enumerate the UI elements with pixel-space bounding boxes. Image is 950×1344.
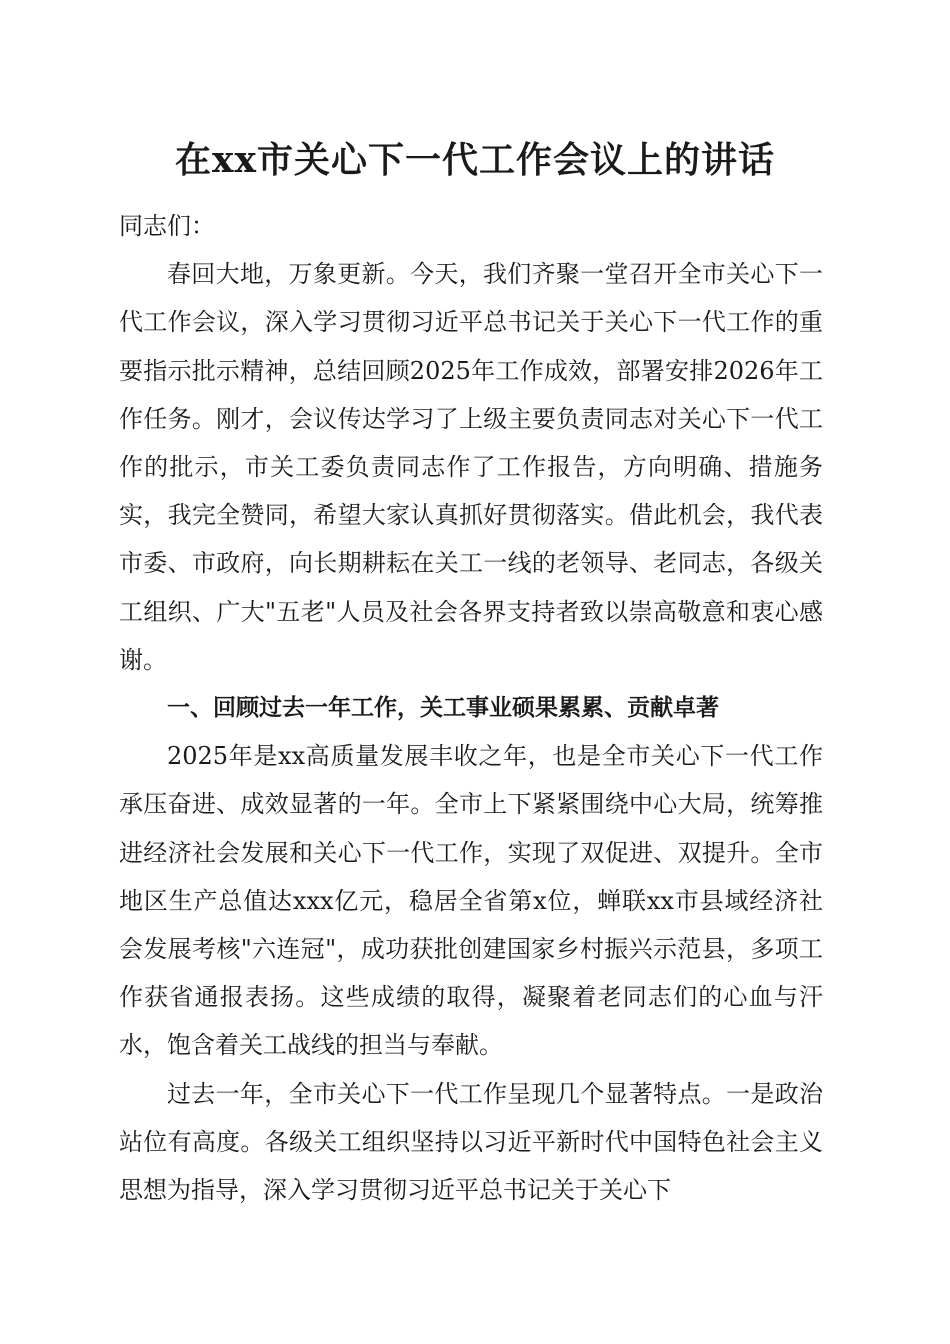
- section-paragraph-2: 过去一年，全市关心下一代工作呈现几个显著特点。一是政治站位有高度。各级关工组织坚持以习近平新时代中国特色社会主义思想为指导，深入学习贯彻习近平总书记关于关心下: [119, 1079, 823, 1205]
- salutation: 同志们：: [119, 212, 215, 240]
- section-heading: 一、回顾过去一年工作，关工事业硕果累累、贡献卓著: [167, 695, 719, 722]
- section-paragraph-1: 2025年是xx高质量发展丰收之年，也是全市关心下一代工作承压奋进、成效显著的一年。全市上下紧紧围绕中心大局，统筹推进经济社会发展和关心下一代工作，实现了双促进、双提升。全市地区生产总值达xxx亿元，稳居全省第x位，蝉联xx市县域经济社会发展考核"六连冠"，成功获批创建国家乡村振兴示范县，多项工作获省通报表扬。这些成绩的取得，凝聚着老同志们的心血与汗水，饱含着关工战线的担当与奉献。: [119, 742, 823, 1060]
- document-body: [119, 202, 823, 1214]
- opening-paragraph: 春回大地，万象更新。今天，我们齐聚一堂召开全市关心下一代工作会议，深入学习贯彻习近平总书记关于关心下一代工作的重要指示批示精神，总结回顾2025年工作成效，部署安排2026年工作任务。刚才，会议传达学习了上级主要负责同志对关心下一代工作的批示，市关工委负责同志作了工作报告，方向明确、措施务实，我完全赞同，希望大家认真抓好贯彻落实。借此机会，我代表市委、市政府，向长期耕耘在关工一线的老领导、老同志，各级关工组织、广大"五老"人员及社会各界支持者致以崇高敬意和衷心感谢。: [119, 260, 823, 674]
- document-title: 在xx市关心下一代工作会议上的讲话: [175, 139, 775, 181]
